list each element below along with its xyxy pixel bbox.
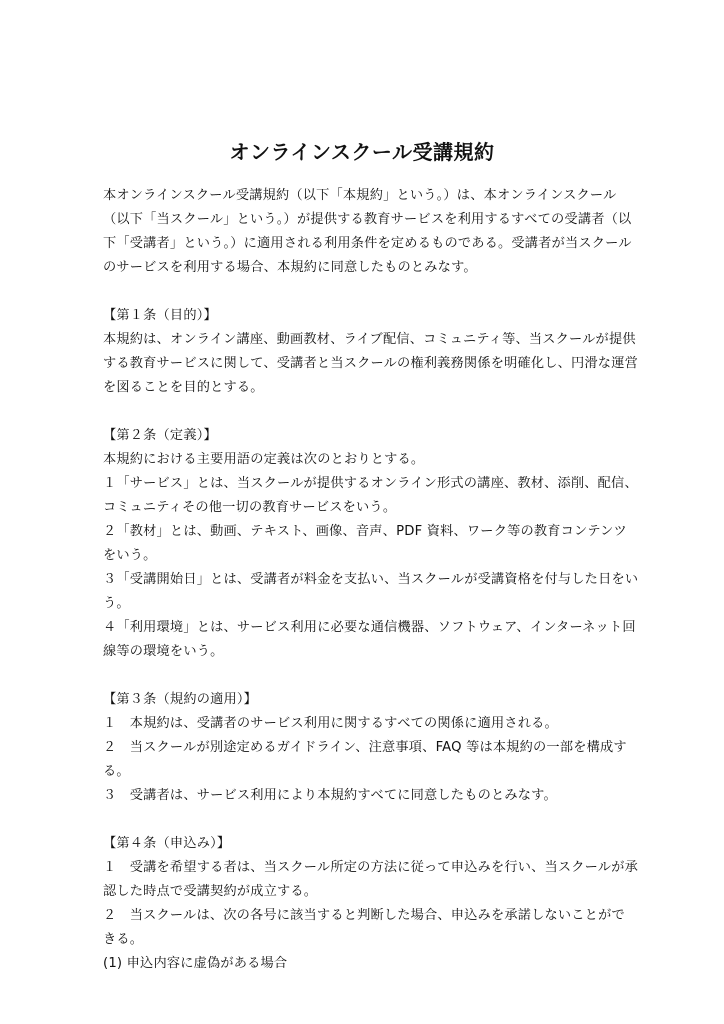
article-line: 本規約は、オンライン講座、動画教材、ライブ配信、コミュニティ等、当スクールが提供 — [103, 332, 636, 347]
intro-line: （以下「当スクール」という。）が提供する教育サービスを利用するすべての受講者（以 — [103, 212, 632, 227]
article-1 — [103, 304, 638, 400]
article-2 — [103, 424, 639, 664]
article-heading: 【第３条（規約の適用）】 — [103, 692, 258, 707]
intro-paragraph — [103, 184, 632, 280]
article-line: ３ 受講者は、サービス利用により本規約すべてに同意したものとみなす。 — [103, 788, 557, 803]
article-line: を図ることを目的とする。 — [103, 380, 264, 395]
article-line: をいう。 — [103, 548, 157, 563]
document-body — [103, 184, 639, 976]
article-line: ２ 当スクールは、次の各号に該当すると判断した場合、申込みを承諾しないことがで — [103, 908, 625, 923]
article-line: 認した時点で受講契約が成立する。 — [103, 884, 318, 899]
article-line: １ 本規約は、受講者のサービス利用に関するすべての関係に適用される。 — [103, 716, 558, 731]
intro-line: 下「受講者」という。）に適用される利用条件を定めるものである。受講者が当スクール — [103, 236, 632, 251]
article-3 — [103, 688, 625, 808]
document-title: オンラインスクール受講規約 — [229, 140, 495, 164]
article-line: 本規約における主要用語の定義は次のとおりとする。 — [103, 452, 425, 467]
article-heading: 【第２条（定義）】 — [103, 428, 217, 443]
intro-line: のサービスを利用する場合、本規約に同意したものとみなす。 — [103, 260, 477, 275]
article-line: ２ 当スクールが別途定めるガイドライン、注意事項、FAQ 等は本規約の一部を構成す — [103, 740, 627, 755]
article-line: ２「教材」とは、動画、テキスト、画像、音声、PDF 資料、ワーク等の教育コンテンツ — [103, 524, 627, 539]
article-4 — [103, 832, 638, 976]
article-line: ４「利用環境」とは、サービス利用に必要な通信機器、ソフトウェア、インターネット回 — [103, 620, 636, 635]
article-line: ３「受講開始日」とは、受講者が料金を支払い、当スクールが受講資格を付与した日をい — [103, 572, 639, 587]
article-line: う。 — [103, 596, 130, 611]
article-line: １「サービス」とは、当スクールが提供するオンライン形式の講座、教材、添削、配信、 — [103, 476, 638, 491]
article-line: する教育サービスに関して、受講者と当スクールの権利義務関係を明確化し、円滑な運営 — [103, 356, 638, 371]
article-heading: 【第１条（目的）】 — [103, 308, 217, 323]
article-line: １ 受講を希望する者は、当スクール所定の方法に従って申込みを行い、当スクールが承 — [103, 860, 638, 875]
article-line: 線等の環境をいう。 — [103, 644, 224, 659]
article-line: る。 — [103, 764, 130, 779]
intro-line: 本オンラインスクール受講規約（以下「本規約」という。）は、本オンラインスクール — [103, 188, 617, 203]
article-line: (1) 申込内容に虚偽がある場合 — [103, 956, 288, 971]
article-line: コミュニティその他一切の教育サービスをいう。 — [103, 500, 397, 515]
article-heading: 【第４条（申込み）】 — [103, 836, 231, 851]
article-line: きる。 — [103, 932, 144, 947]
